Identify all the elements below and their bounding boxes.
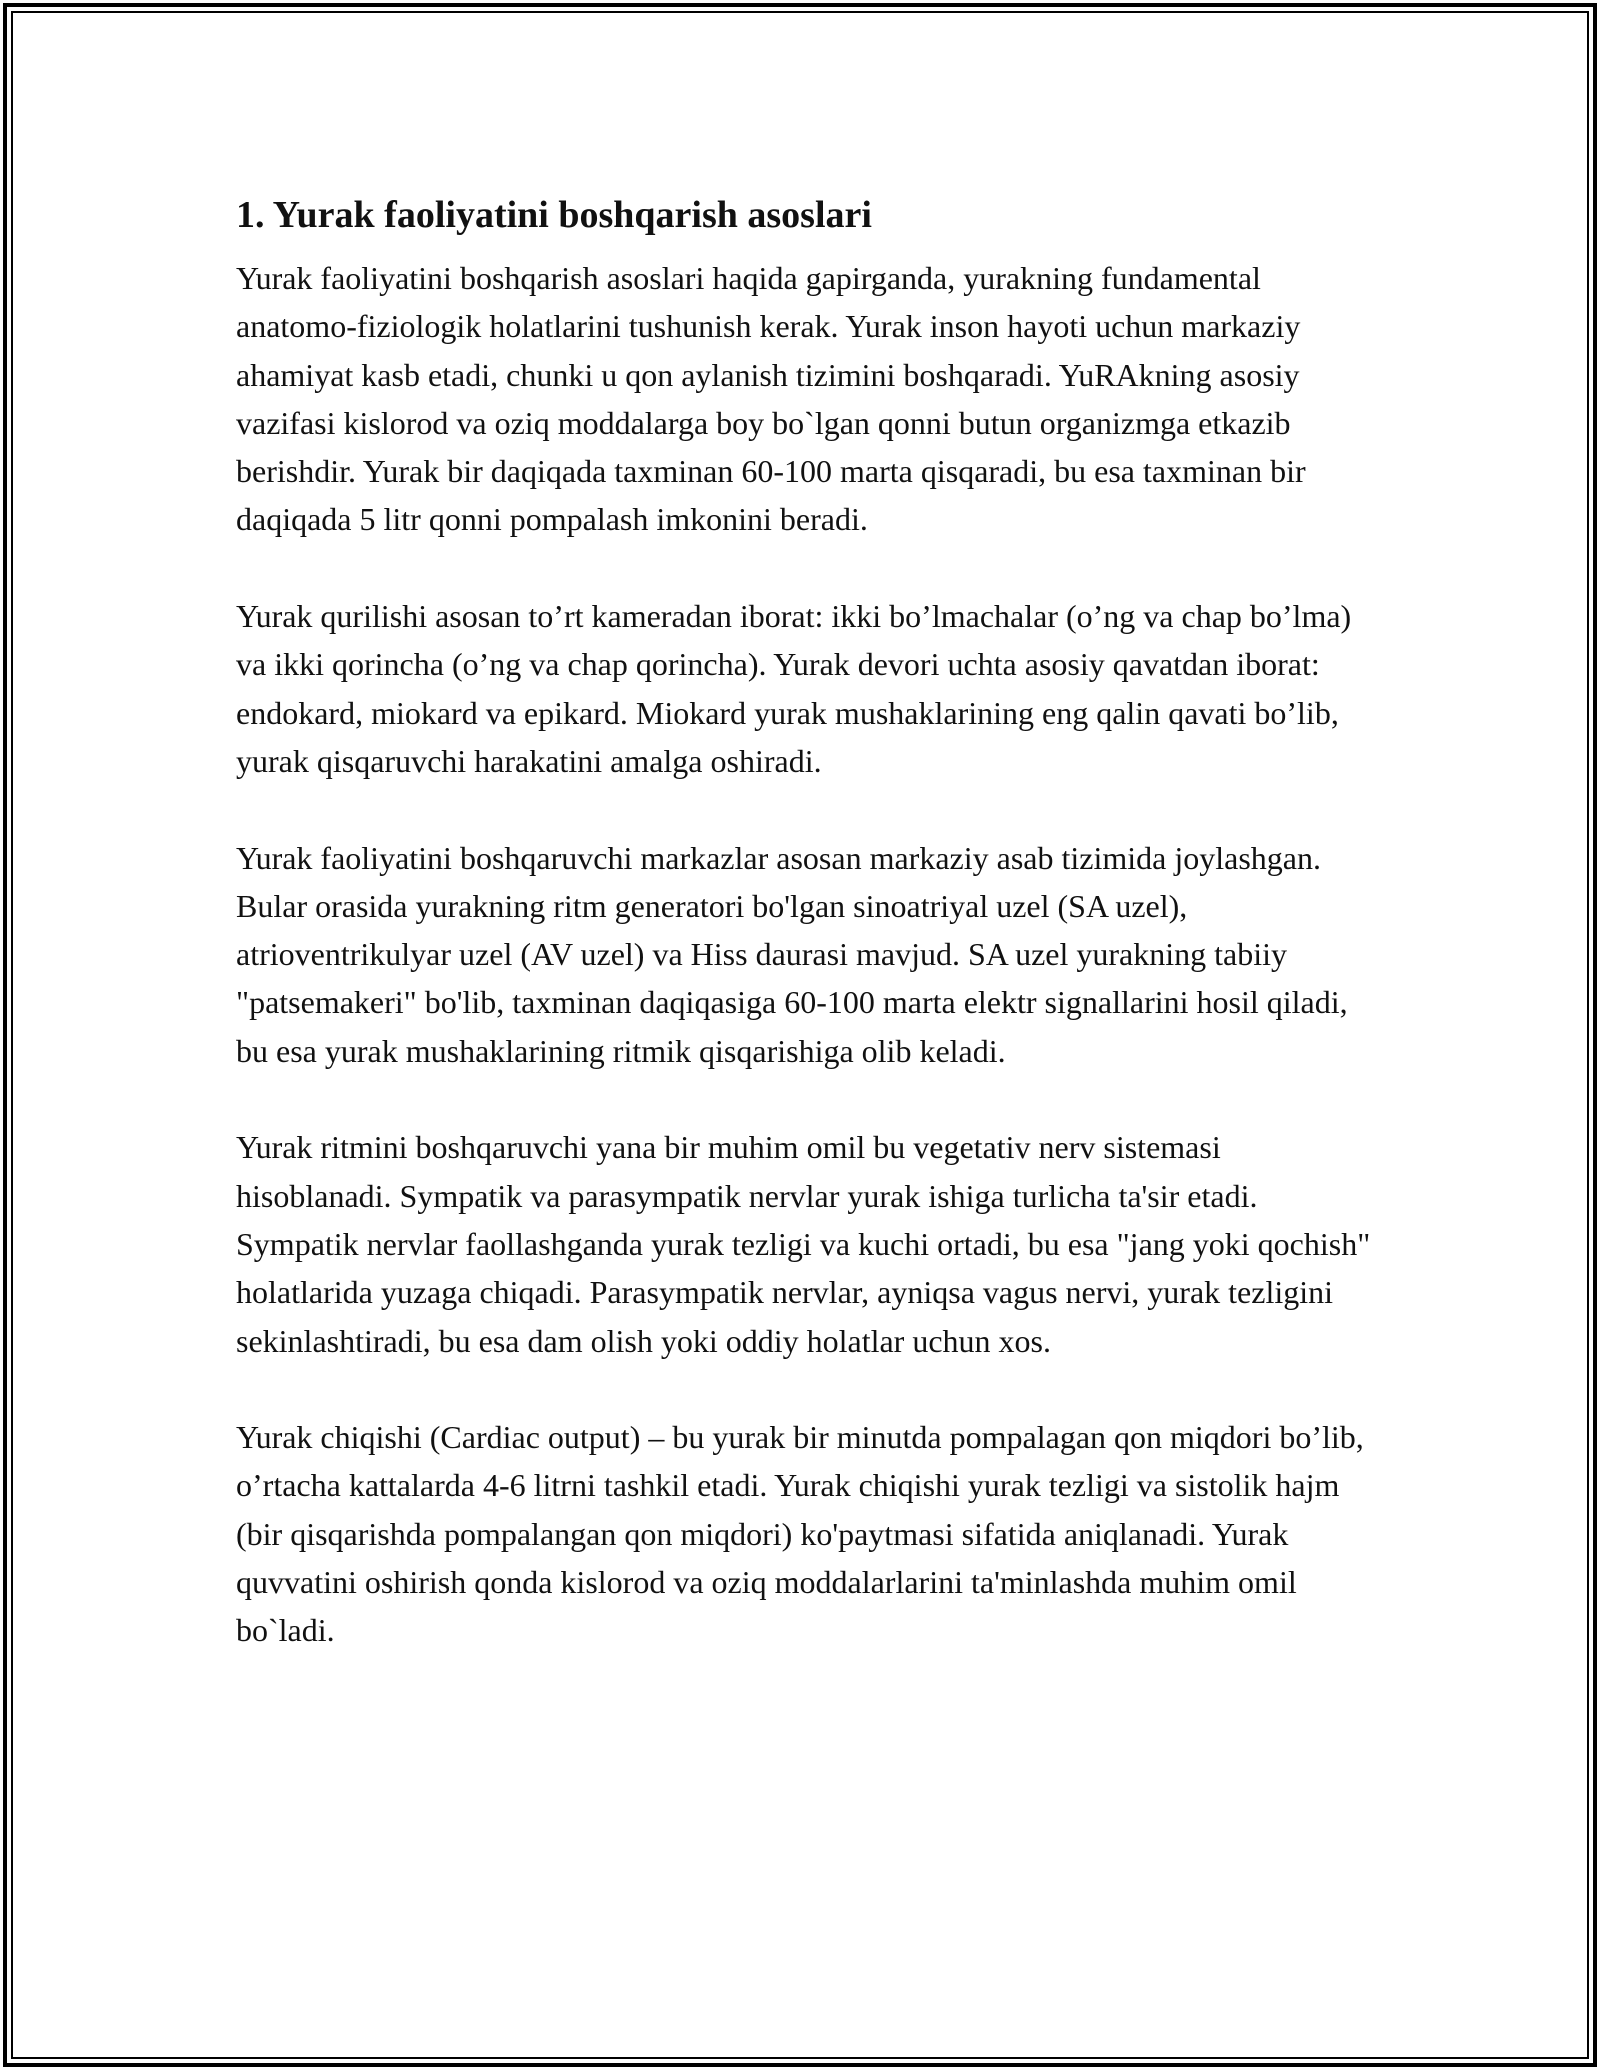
paragraph-heart-structure: Yurak qurilishi asosan to’rt kameradan iborat: ikki bo’lmachalar (o’ng va chap bo’lma) va ikki qorincha (o’ng va chap qorincha). Yurak devori uchta asosiy qavatdan iborat: endokard, miokard va epikard. Miokard yurak mushaklarining eng qalin qavati bo’lib, yurak qisqaruvchi harakatini amalga oshiradi. bbox=[236, 598, 1352, 779]
paragraph-cardiac-output: Yurak chiqishi (Cardiac output) – bu yurak bir minutda pompalagan qon miqdori bo’lib, o’rtacha kattalarda 4-6 litrni tashkil etadi. Yurak chiqishi yurak tezligi va sistolik hajm (bir qisqarishda pompalangan qon miqdori) ko'paytmasi sifatida aniqlanadi. Yurak quvvatini oshirish qonda kislorod va oziq moddalarlarini ta'minlashda muhim omil bo`ladi. bbox=[236, 1419, 1364, 1649]
document-body bbox=[236, 186, 1376, 1655]
paragraph-control-centers: Yurak faoliyatini boshqaruvchi markazlar asosan markaziy asab tizimida joylashgan. Bular orasida yurakning ritm generatori bo'lgan sinoatriyal uzel (SA uzel), atrioventrikulyar uzel (AV uzel) va Hiss daurasi mavjud. SA uzel yurakning tabiiy "patsemakeri" bo'lib, taxminan daqiqasiga 60-100 marta elektr signallarini hosil qiladi, bu esa yurak mushaklarining ritmik qisqarishiga olib keladi. bbox=[236, 839, 1348, 1069]
section-title: 1. Yurak faoliyatini boshqarish asoslari bbox=[236, 194, 872, 236]
paragraph-heart-basics: Yurak faoliyatini boshqarish asoslari haqida gapirganda, yurakning fundamental anatomo-fiziologik holatlarini tushunish kerak. Yurak inson hayoti uchun markaziy ahamiyat kasb etadi, chunki u qon aylanish tizimini boshqaradi. YuRAkning asosiy vazifasi kislorod va oziq moddalarga boy bo`lgan qonni butun organizmga etkazib berishdir. Yurak bir daqiqada taxminan 60-100 marta qisqaradi, bu esa taxminan bir daqiqada 5 litr qonni pompalash imkonini beradi. bbox=[236, 260, 1306, 538]
paragraph-autonomic-nerves: Yurak ritmini boshqaruvchi yana bir muhim omil bu vegetativ nerv sistemasi hisoblanadi. Sympatik va parasympatik nervlar yurak ishiga turlicha ta'sir etadi. Sympatik nervlar faollashganda yurak tezligi va kuchi ortadi, bu esa "jang yoki qochish" holatlarida yuzaga chiqadi. Parasympatik nervlar, ayniqsa vagus nervi, yurak tezligini sekinlashtiradi, bu esa dam olish yoki oddiy holatlar uchun xos. bbox=[236, 1129, 1371, 1359]
